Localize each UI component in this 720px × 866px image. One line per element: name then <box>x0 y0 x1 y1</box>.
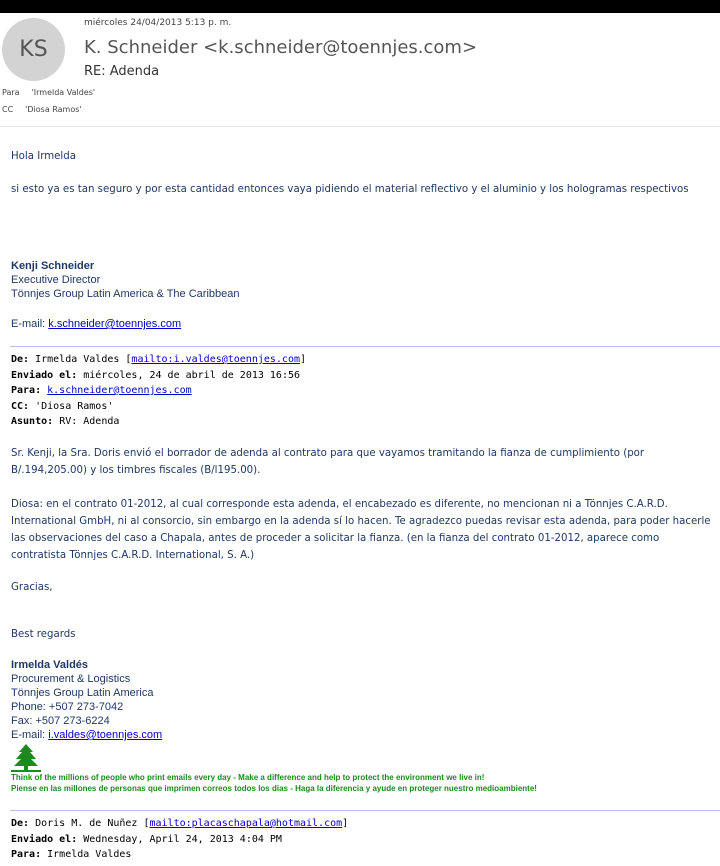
cc-label: CC <box>2 105 14 114</box>
quote-divider-2 <box>10 810 720 811</box>
quoted1-header <box>11 352 306 430</box>
reply-greeting: Hola Irmelda <box>11 151 76 162</box>
reply-sig-company: Tönnjes Group Latin America & The Caribbean <box>11 288 240 300</box>
to-label: Para <box>2 88 20 97</box>
q2-para-value: Irmelda Valdes <box>47 849 132 860</box>
q2-enviado-value: Wednesday, April 24, 2013 4:04 PM <box>83 833 282 845</box>
q2-de-close: ] <box>342 818 349 829</box>
q1-sig-email-link[interactable]: i.valdes@toennjes.com <box>48 729 163 741</box>
q1-paragraph-1: Sr. Kenji, la Sra. Doris envió el borrador de adenda al contrato para que vayamos tramitando la fianza de cumplimiento (por B/.194,205.00) y los timbres fiscales (B/l195.00). <box>11 448 645 476</box>
q1-para-link[interactable]: k.schneider@toennjes.com <box>47 385 192 396</box>
q1-paragraph-2: Diosa: en el contrato 01-2012, al cual corresponde esta adenda, el encabezado es diferente, no mencionan ni a Tönnjes C.A.R.D. International GmbH, ni al consorcio, sin embargo en la adenda sí lo hacen. Te agradezco puedas revisar esta adenda, para poder hacerle las observaciones del caso a Chapala, antes de proceder a solicitar la fianza. (en la fianza del contrato 01-2012, aparece como contratista Tönnjes C.A.R.D. International, S. A.) <box>11 499 711 561</box>
q1-de-label: De: <box>11 354 30 365</box>
q1-sig-email-label: E-mail: <box>11 729 49 741</box>
to-line <box>2 88 95 97</box>
avatar-initials: KS <box>19 37 48 62</box>
q1-regards: Best regards <box>11 629 76 640</box>
sender[interactable]: K. Schneider <k.schneider@toennjes.com> <box>84 37 478 58</box>
reply-sig-email-label: E-mail: <box>11 318 49 330</box>
q1-sig-phone: Phone: +507 273-7042 <box>11 701 124 713</box>
q1-sig-fax: Fax: +507 273-6224 <box>11 715 110 727</box>
q2-de-link[interactable]: mailto:placaschapala@hotmail.com <box>149 818 343 829</box>
avatar <box>2 18 65 81</box>
quote-divider-1 <box>10 346 720 347</box>
q1-enviado-label: Enviado el: <box>11 369 78 381</box>
reply-signature <box>11 259 239 301</box>
q1-sig-company: Tönnjes Group Latin America <box>11 687 154 699</box>
reply-sig-email-link[interactable]: k.schneider@toennjes.com <box>48 318 182 330</box>
eco-message-es: Piense en las millones de personas que imprimen correos todos los dias - Haga la diferencia y ayude en proteger nuestro medioambiente! <box>11 784 537 793</box>
q1-enviado-value: miércoles, 24 de abril de 2013 16:56 <box>83 369 301 381</box>
q1-para-label: Para: <box>11 385 42 396</box>
q1-sig-name: Irmelda Valdés <box>11 659 89 671</box>
q1-thanks: Gracias, <box>11 582 53 593</box>
q1-de-link[interactable]: mailto:i.valdes@toennjes.com <box>131 354 300 365</box>
q2-enviado-label: Enviado el: <box>11 833 78 845</box>
q1-signature <box>11 658 162 742</box>
q1-de-close: ] <box>300 354 307 365</box>
q1-asunto-value: RV: Adenda <box>59 416 120 427</box>
q2-de-name: Doris M. de Nuñez [ <box>35 818 150 829</box>
q1-de-name: Irmelda Valdes [ <box>35 354 132 365</box>
to-recipient[interactable]: 'Irmelda Valdes' <box>31 88 96 97</box>
cc-line <box>2 105 82 114</box>
q1-cc-value: 'Diosa Ramos' <box>35 400 114 412</box>
tree-icon <box>11 744 41 772</box>
subject: RE: Adenda <box>84 64 160 79</box>
eco-message-en: Think of the millions of people who print emails every day - Make a difference and help to protect the environment we live in! <box>11 773 485 782</box>
q1-sig-dept: Procurement & Logistics <box>11 673 131 685</box>
q2-para-label: Para: <box>11 849 42 860</box>
reply-sig-title: Executive Director <box>11 274 101 286</box>
q1-cc-label: CC: <box>11 400 30 412</box>
q2-de-label: De: <box>11 818 30 829</box>
top-bar <box>0 0 720 13</box>
header-divider <box>0 126 720 127</box>
message-date: miércoles 24/04/2013 5:13 p. m. <box>84 18 232 28</box>
q1-asunto-label: Asunto: <box>11 416 54 427</box>
reply-sig-email-line <box>11 317 181 331</box>
quoted2-header <box>11 816 348 863</box>
reply-body: si esto ya es tan seguro y por esta cantidad entonces vaya pidiendo el material reflectivo y el aluminio y los hologramas respectivos <box>11 184 689 195</box>
reply-sig-name: Kenji Schneider <box>11 260 95 272</box>
cc-recipient[interactable]: 'Diosa Ramos' <box>25 105 82 114</box>
